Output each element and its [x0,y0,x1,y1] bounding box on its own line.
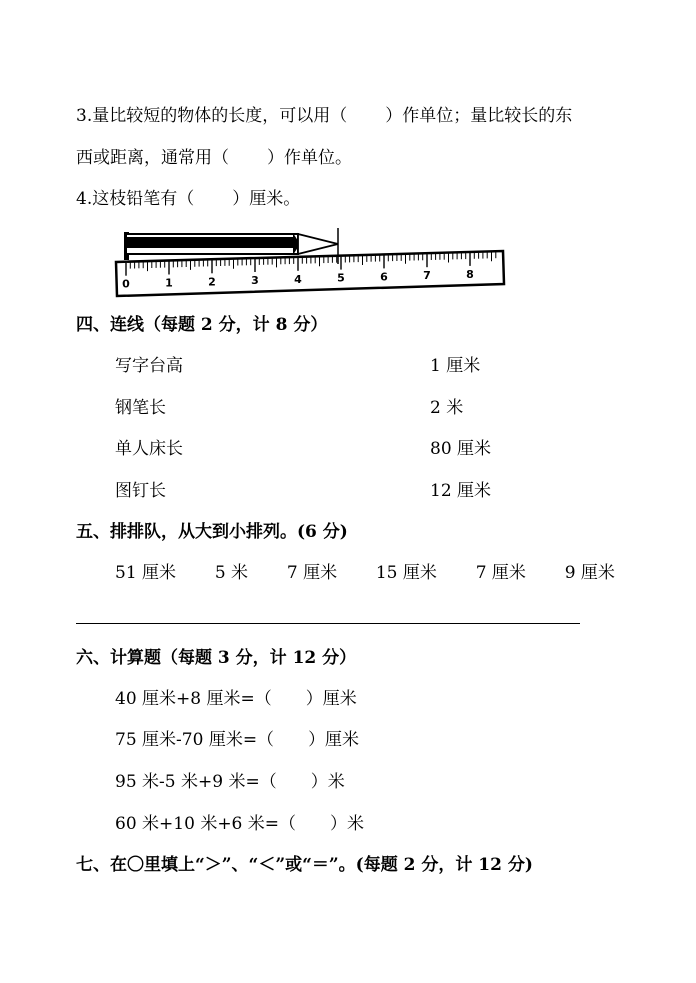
q3-line1-pre: 3.量比较短的物体的长度，可以用（ [76,106,348,126]
section7-title: 七、在〇里填上“＞”、“＜”或“＝”。(每题 2 分，计 12 分) [76,855,533,875]
section5-title: 五、排排队，从大到小排列。(6 分) [76,522,348,542]
q3-line-1 [76,105,572,127]
order-item: 7 厘米 [475,563,526,583]
q4-pre: 4.这枝铅笔有（ [76,189,195,209]
calc-problem-4-pre: 60 米+10 米+6 米=（ [115,814,297,834]
calc-problem-2-post: ）厘米 [308,730,360,750]
ruler-label: 1 [165,276,173,290]
pencil-tip [298,234,338,254]
calc-problem-3 [115,771,345,793]
calc-problem-1-pre: 40 厘米+8 厘米=（ [115,689,272,709]
calc-problem-4 [115,813,364,835]
order-item: 5 米 [214,563,249,583]
pencil-ruler-figure [110,220,510,302]
calc-problem-3-post: ）米 [310,772,345,792]
q4-line [76,188,300,210]
q4-post: ）厘米。 [232,189,301,209]
match-left-3[interactable]: 单人床长 [115,439,183,459]
match-right-3[interactable]: 80 厘米 [430,439,492,459]
match-left-1[interactable]: 写字台高 [115,356,183,376]
calc-problem-3-pre: 95 米-5 米+9 米=（ [115,772,277,792]
q3-line-2 [76,147,352,169]
calc-problem-1-post: ）厘米 [305,689,357,709]
ruler-label: 3 [251,274,259,287]
order-items [115,562,615,584]
ruler-label: 5 [337,271,345,285]
order-item: 15 厘米 [375,563,437,583]
match-right-2[interactable]: 2 米 [430,398,464,418]
ruler-label: 8 [466,267,474,281]
calc-problem-2-pre: 75 厘米-70 厘米=（ [115,730,275,750]
ruler-label: 4 [294,272,302,286]
match-right-4[interactable]: 12 厘米 [430,481,492,501]
q3-line2-pre: 西或距离，通常用（ [76,148,229,168]
order-item: 9 厘米 [564,563,615,583]
q3-line2-post: ）作单位。 [267,148,352,168]
ruler-label: 2 [208,275,216,289]
match-left-2[interactable]: 钢笔长 [115,398,166,418]
q3-line1-post: ）作单位；量比较长的东 [385,106,573,126]
calc-problem-2 [115,729,359,751]
match-left-4[interactable]: 图钉长 [115,481,166,501]
ruler-label: 6 [380,270,388,284]
order-item: 51 厘米 [115,563,177,583]
order-answer-line[interactable] [76,623,580,624]
match-right-1[interactable]: 1 厘米 [430,356,481,376]
ruler-body [116,251,504,296]
ruler-label: 0 [122,277,130,291]
section6-title: 六、计算题（每题 3 分，计 12 分） [76,648,357,668]
order-item: 7 厘米 [286,563,338,583]
section4-title: 四、连线（每题 2 分，计 8 分） [76,315,328,335]
ruler-label: 7 [423,269,431,283]
pencil-body-fill [126,237,294,248]
calc-problem-1 [115,688,357,710]
calc-problem-4-post: ）米 [330,814,365,834]
